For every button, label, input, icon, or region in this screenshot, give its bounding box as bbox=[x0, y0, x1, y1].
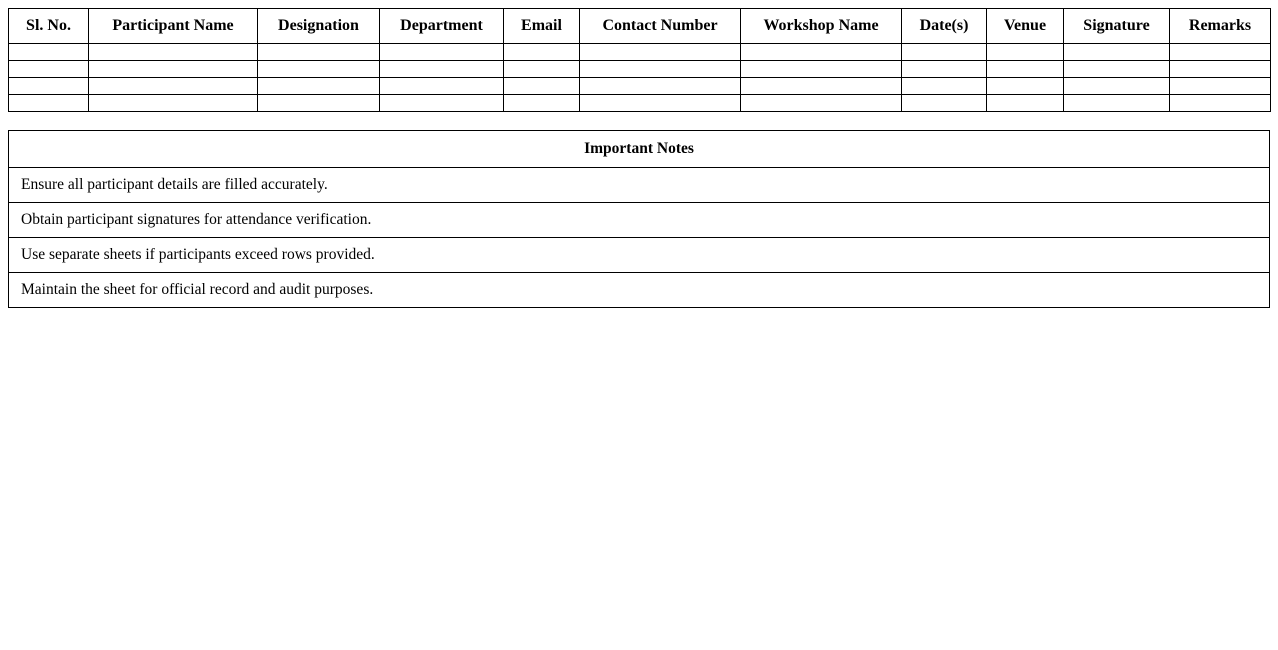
header-dates: Date(s) bbox=[902, 9, 987, 44]
table-row bbox=[9, 44, 1271, 61]
header-designation: Designation bbox=[258, 9, 380, 44]
header-remarks: Remarks bbox=[1170, 9, 1271, 44]
table-cell[interactable] bbox=[741, 78, 902, 95]
table-cell[interactable] bbox=[89, 44, 258, 61]
table-cell[interactable] bbox=[1170, 61, 1271, 78]
attendance-sheet bbox=[8, 8, 1270, 308]
note-item: Ensure all participant details are filled accurately. bbox=[9, 168, 1270, 203]
table-cell[interactable] bbox=[1170, 44, 1271, 61]
table-row bbox=[9, 78, 1271, 95]
table-cell[interactable] bbox=[89, 78, 258, 95]
table-cell[interactable] bbox=[258, 78, 380, 95]
header-contact-number: Contact Number bbox=[580, 9, 741, 44]
note-item: Maintain the sheet for official record and audit purposes. bbox=[9, 273, 1270, 308]
note-row bbox=[9, 168, 1270, 203]
table-cell[interactable] bbox=[9, 44, 89, 61]
table-row bbox=[9, 61, 1271, 78]
table-header-row bbox=[9, 9, 1271, 44]
header-email: Email bbox=[504, 9, 580, 44]
table-cell[interactable] bbox=[258, 95, 380, 112]
table-cell[interactable] bbox=[580, 61, 741, 78]
table-cell[interactable] bbox=[580, 44, 741, 61]
table-cell[interactable] bbox=[987, 44, 1064, 61]
header-department: Department bbox=[380, 9, 504, 44]
table-row bbox=[9, 95, 1271, 112]
table-cell[interactable] bbox=[89, 95, 258, 112]
table-cell[interactable] bbox=[741, 44, 902, 61]
table-cell[interactable] bbox=[380, 44, 504, 61]
table-cell[interactable] bbox=[987, 95, 1064, 112]
table-cell[interactable] bbox=[504, 78, 580, 95]
header-venue: Venue bbox=[987, 9, 1064, 44]
note-row bbox=[9, 273, 1270, 308]
table-cell[interactable] bbox=[580, 95, 741, 112]
header-participant-name: Participant Name bbox=[89, 9, 258, 44]
table-cell[interactable] bbox=[580, 78, 741, 95]
note-row bbox=[9, 238, 1270, 273]
attendance-table bbox=[8, 8, 1271, 112]
table-cell[interactable] bbox=[258, 61, 380, 78]
note-row bbox=[9, 203, 1270, 238]
table-cell[interactable] bbox=[9, 61, 89, 78]
important-notes-table bbox=[8, 130, 1270, 308]
table-cell[interactable] bbox=[902, 95, 987, 112]
header-signature: Signature bbox=[1064, 9, 1170, 44]
table-cell[interactable] bbox=[380, 95, 504, 112]
table-cell[interactable] bbox=[1170, 95, 1271, 112]
table-cell[interactable] bbox=[380, 61, 504, 78]
table-cell[interactable] bbox=[741, 61, 902, 78]
note-item: Use separate sheets if participants exceed rows provided. bbox=[9, 238, 1270, 273]
table-cell[interactable] bbox=[504, 61, 580, 78]
header-workshop-name: Workshop Name bbox=[741, 9, 902, 44]
notes-title: Important Notes bbox=[9, 131, 1270, 168]
table-cell[interactable] bbox=[741, 95, 902, 112]
table-cell[interactable] bbox=[1064, 61, 1170, 78]
note-item: Obtain participant signatures for attendance verification. bbox=[9, 203, 1270, 238]
table-cell[interactable] bbox=[9, 78, 89, 95]
table-cell[interactable] bbox=[504, 95, 580, 112]
table-cell[interactable] bbox=[380, 78, 504, 95]
header-sl-no: Sl. No. bbox=[9, 9, 89, 44]
table-cell[interactable] bbox=[1064, 95, 1170, 112]
table-cell[interactable] bbox=[89, 61, 258, 78]
table-cell[interactable] bbox=[504, 44, 580, 61]
notes-header-row bbox=[9, 131, 1270, 168]
table-cell[interactable] bbox=[258, 44, 380, 61]
table-cell[interactable] bbox=[902, 78, 987, 95]
table-cell[interactable] bbox=[1064, 44, 1170, 61]
table-cell[interactable] bbox=[902, 61, 987, 78]
table-cell[interactable] bbox=[9, 95, 89, 112]
table-cell[interactable] bbox=[987, 61, 1064, 78]
table-cell[interactable] bbox=[1064, 78, 1170, 95]
table-cell[interactable] bbox=[1170, 78, 1271, 95]
table-cell[interactable] bbox=[987, 78, 1064, 95]
table-cell[interactable] bbox=[902, 44, 987, 61]
